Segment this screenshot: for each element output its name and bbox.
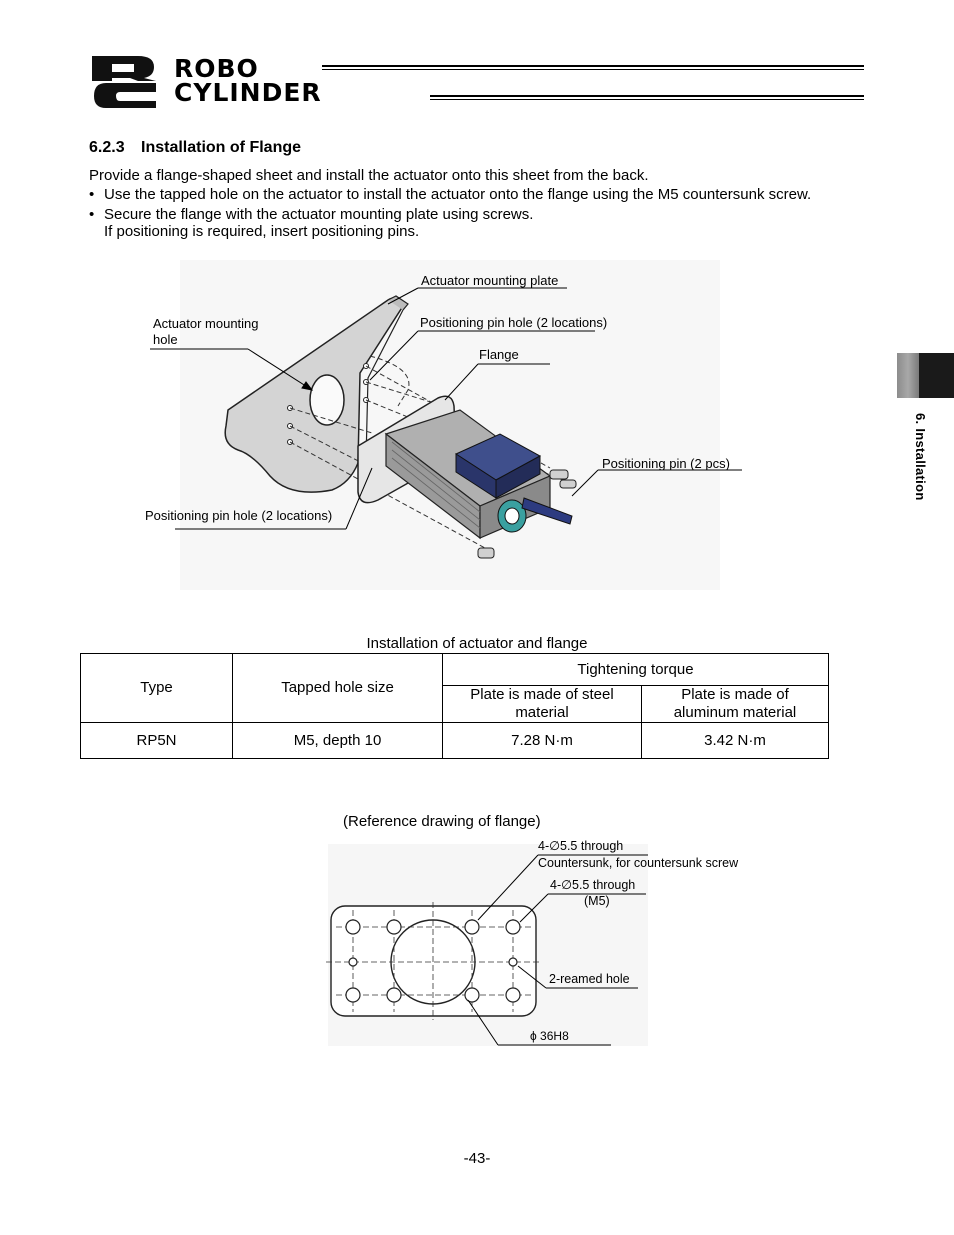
label-diameter: ϕ 36H8	[530, 1029, 569, 1043]
bullet-text: Secure the flange with the actuator mounting plate using screws.	[104, 206, 534, 223]
label-flange: Flange	[479, 347, 519, 362]
label-reamed-hole: 2-reamed hole	[549, 972, 630, 986]
side-tab-marker	[897, 353, 919, 398]
cell-type: RP5N	[81, 723, 233, 759]
label-positioning-pin: Positioning pin (2 pcs)	[602, 456, 730, 471]
label-positioning-pin-hole-top: Positioning pin hole (2 locations)	[420, 315, 608, 330]
header-type: Type	[81, 654, 233, 723]
header-aluminum: Plate is made of aluminum material	[642, 686, 829, 723]
section-number: 6.2.3	[89, 139, 125, 156]
section-title: Installation of Flange	[141, 139, 302, 156]
side-tab-label: 6. Installation	[913, 413, 928, 501]
header-rule	[430, 95, 864, 97]
header-rule	[322, 69, 864, 70]
flange-reference-drawing	[326, 840, 656, 1050]
cell-aluminum-torque: 3.42 N·m	[642, 723, 829, 759]
spec-table	[80, 653, 829, 759]
installation-illustration	[140, 258, 760, 598]
label-m5: (M5)	[584, 894, 610, 908]
rc-logo-mark	[90, 54, 170, 110]
label-actuator-mounting-hole-line2: hole	[153, 332, 178, 347]
header-tightening-torque: Tightening torque	[443, 654, 829, 686]
label-actuator-mounting-hole: Actuator mounting	[153, 316, 259, 331]
side-tab-marker-dark	[919, 353, 954, 398]
label-countersunk: Countersunk, for countersunk screw	[538, 856, 739, 870]
section-heading	[89, 139, 301, 157]
intro-paragraph: Provide a flange-shaped sheet and install the actuator onto this sheet from the back.	[89, 167, 649, 184]
cell-tapped-hole: M5, depth 10	[233, 723, 443, 759]
logo-cylinder-text: CYLINDER	[174, 78, 322, 107]
page-number: -43-	[463, 1150, 491, 1167]
table-row	[81, 723, 829, 759]
header-rule	[322, 65, 864, 67]
label-positioning-pin-hole-bottom: Positioning pin hole (2 locations)	[145, 508, 333, 523]
table-caption: Installation of actuator and flange	[366, 635, 588, 652]
bullet-icon: •	[89, 186, 95, 203]
header-tapped-hole: Tapped hole size	[233, 654, 443, 723]
label-actuator-mounting-plate: Actuator mounting plate	[421, 273, 559, 288]
bullet-icon: •	[89, 206, 95, 223]
bullet-text: Use the tapped hole on the actuator to install the actuator onto the flange using the M5 countersunk screw.	[104, 186, 812, 203]
robo-cylinder-logo	[90, 54, 170, 115]
reference-drawing-caption: (Reference drawing of flange)	[343, 813, 541, 830]
bullet-continuation: If positioning is required, insert positioning pins.	[104, 223, 420, 240]
header-rule	[430, 99, 864, 100]
header-steel: Plate is made of steel material	[443, 686, 642, 723]
table-header-row	[81, 654, 829, 686]
logo-robo-text: ROBO	[174, 54, 259, 83]
cell-steel-torque: 7.28 N·m	[443, 723, 642, 759]
label-through-hole-m5: 4-∅5.5 through	[550, 878, 636, 892]
label-through-hole-countersunk: 4-∅5.5 through	[538, 839, 624, 853]
